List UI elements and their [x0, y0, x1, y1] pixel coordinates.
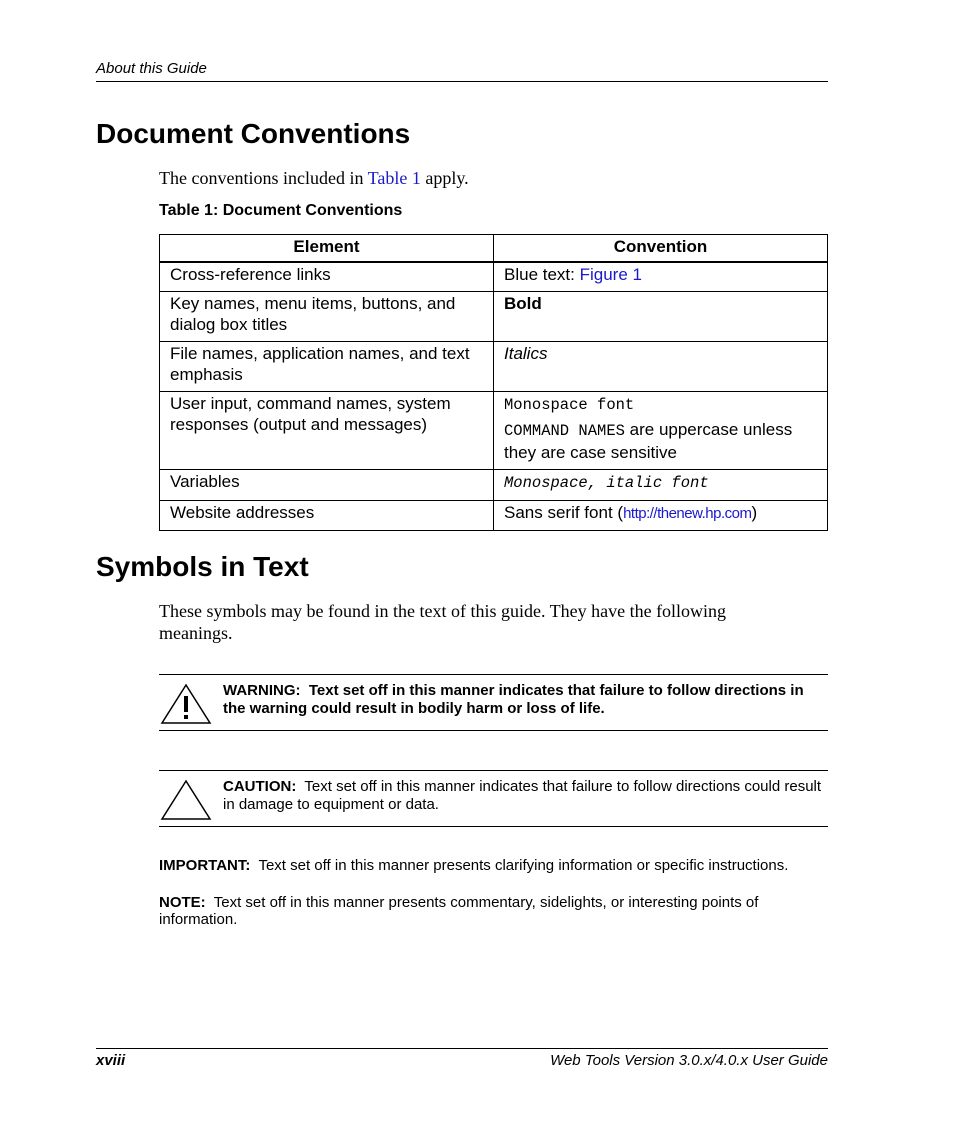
section-title-symbols-in-text: Symbols in Text	[96, 551, 309, 582]
convention-close: )	[751, 503, 758, 522]
element-cell: File names, application names, and text emphasis	[160, 342, 494, 392]
header-rule	[96, 81, 828, 82]
convention-cell	[494, 501, 828, 531]
note-body: Text set off in this manner presents commentary, sidelights, or interesting points of information.	[159, 894, 763, 928]
command-names-example: COMMAND NAMES	[504, 422, 625, 440]
warning-label: WARNING:	[223, 682, 301, 699]
intro-text-before: The conventions included in	[159, 168, 368, 188]
symbols-intro-paragraph: These symbols may be found in the text of this guide. They have the following meanings.	[159, 601, 727, 643]
website-link[interactable]: http://thenew.hp.com	[623, 505, 752, 522]
warning-text	[223, 682, 828, 718]
table-row	[160, 470, 828, 501]
convention-text: Sans serif font (	[504, 503, 624, 522]
caution-icon	[160, 779, 212, 821]
command-names-note: are uppercase unless they are case sensitive	[504, 420, 793, 462]
element-cell: User input, command names, system responses (output and messages)	[160, 392, 494, 470]
column-header-convention: Convention	[494, 235, 828, 263]
important-body: Text set off in this manner presents clarifying information or specific instructions.	[250, 857, 789, 874]
guide-title: Web Tools Version 3.0.x/4.0.x User Guide	[550, 1052, 828, 1069]
footer-rule	[96, 1048, 828, 1049]
italics-example: Italics	[504, 344, 548, 363]
important-label: IMPORTANT:	[159, 857, 251, 874]
convention-cell	[494, 292, 828, 342]
table-row	[160, 292, 828, 342]
caution-label: CAUTION:	[223, 778, 297, 795]
convention-cell	[494, 470, 828, 501]
important-paragraph	[159, 857, 834, 874]
element-cell: Website addresses	[160, 501, 494, 531]
element-cell: Cross-reference links	[160, 262, 494, 292]
table-1-link[interactable]: Table 1	[367, 168, 421, 188]
intro-text-after: apply.	[420, 168, 469, 188]
monospace-italic-example: Monospace, italic font	[504, 474, 709, 492]
table-row	[160, 262, 828, 292]
element-cell: Key names, menu items, buttons, and dialog box titles	[160, 292, 494, 342]
section-title-document-conventions: Document Conventions	[96, 118, 411, 149]
convention-cell	[494, 262, 828, 292]
caution-text	[223, 778, 828, 814]
note-paragraph	[159, 894, 819, 928]
note-label: NOTE:	[159, 894, 206, 911]
page-number: xviii	[96, 1052, 126, 1069]
convention-text: Blue text:	[504, 265, 580, 284]
caution-notice	[159, 770, 828, 827]
running-header: About this Guide	[96, 60, 207, 77]
element-cell: Variables	[160, 470, 494, 501]
table-row	[160, 392, 828, 470]
table-caption: Table 1: Document Conventions	[159, 202, 403, 219]
bold-example: Bold	[504, 294, 542, 313]
table-row	[160, 501, 828, 531]
warning-body: Text set off in this manner indicates that failure to follow directions in the warning could result in bodily harm or loss of life.	[223, 682, 808, 717]
intro-paragraph	[159, 167, 469, 189]
column-header-element: Element	[160, 235, 494, 263]
warning-icon	[160, 683, 212, 725]
conventions-table	[159, 234, 828, 531]
table-header-row	[160, 235, 828, 263]
convention-cell	[494, 392, 828, 470]
warning-notice	[159, 674, 828, 731]
table-row	[160, 342, 828, 392]
caution-body: Text set off in this manner indicates that failure to follow directions could result in damage to equipment or data.	[223, 778, 826, 813]
convention-cell	[494, 342, 828, 392]
monospace-example: Monospace font	[504, 396, 635, 414]
figure-1-link[interactable]: Figure 1	[579, 265, 642, 284]
